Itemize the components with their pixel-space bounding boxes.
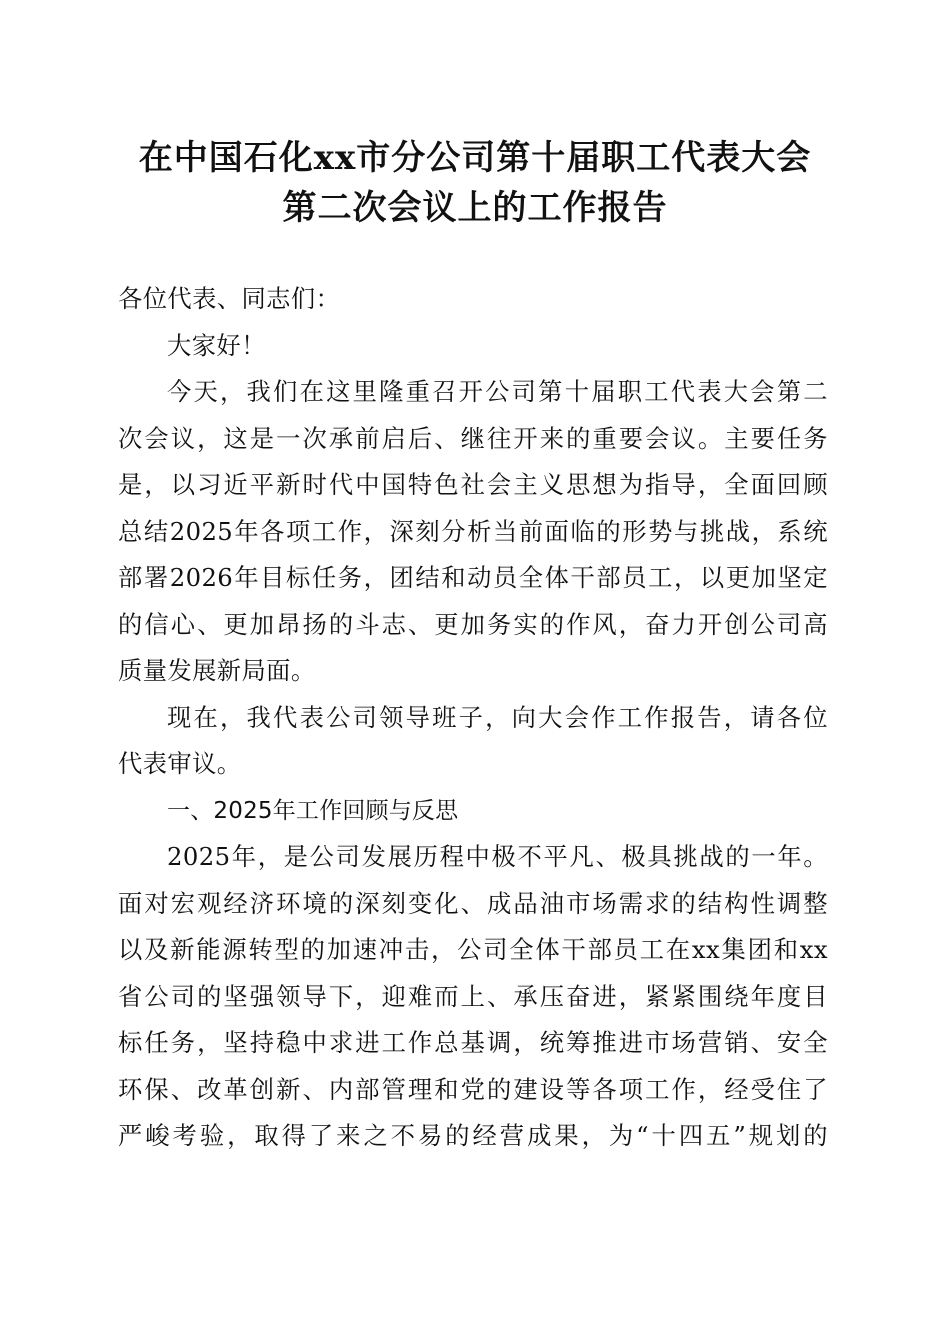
paragraph-2-line: 代表审议。 — [118, 749, 242, 778]
document-title-line-1: 在中国石化xx市分公司第十届职工代表大会 — [138, 138, 812, 178]
paragraph-1-line: 总结2025年各项工作，深刻分析当前面临的形势与挑战，系统 — [118, 516, 828, 546]
paragraph-1-line: 质量发展新局面。 — [118, 656, 316, 685]
document-title-line-2: 第二次会议上的工作报告 — [282, 188, 668, 228]
paragraph-3-line: 以及新能源转型的加速冲击，公司全体干部员工在xx集团和xx — [118, 935, 828, 964]
paragraph-2 — [118, 695, 828, 788]
salutation-text: 各位代表、同志们： — [118, 284, 341, 313]
paragraph-3-line: 2025年，是公司发展历程中极不平凡、极具挑战的一年。 — [167, 842, 828, 871]
paragraph-1-line: 次会议，这是一次承前启后、继往开来的重要会议。主要任务 — [118, 423, 828, 453]
paragraph-3-line: 标任务，坚持稳中求进工作总基调，统筹推进市场营销、安全 — [118, 1028, 828, 1057]
document-body — [118, 276, 828, 1160]
paragraph-2-line: 现在，我代表公司领导班子，向大会作工作报告，请各位 — [167, 702, 828, 732]
paragraph-1-line: 是，以习近平新时代中国特色社会主义思想为指导，全面回顾 — [118, 470, 828, 499]
paragraph-3-line: 严峻考验，取得了来之不易的经营成果，为“十四五”规划的 — [118, 1121, 828, 1150]
paragraph-3-line: 省公司的坚强领导下，迎难而上、承压奋进，紧紧围绕年度目 — [118, 981, 828, 1011]
paragraph-3-line: 环保、改革创新、内部管理和党的建设等各项工作，经受住了 — [118, 1074, 828, 1104]
paragraph-3 — [118, 834, 828, 1160]
paragraph-1-line: 部署2026年目标任务，团结和动员全体干部员工，以更加坚定 — [118, 563, 828, 592]
greeting-text: 大家好！ — [167, 330, 266, 360]
paragraph-1-line: 的信心、更加昂扬的斗志、更加务实的作风，奋力开创公司高 — [118, 609, 828, 639]
section-heading-1 — [118, 788, 828, 835]
paragraph-1 — [118, 369, 828, 695]
paragraph-1-line: 今天，我们在这里隆重召开公司第十届职工代表大会第二 — [167, 377, 828, 406]
salutation — [118, 276, 828, 323]
paragraph-3-line: 面对宏观经济环境的深刻变化、成品油市场需求的结构性调整 — [118, 888, 828, 918]
section-heading-1-text: 一、2025年工作回顾与反思 — [167, 797, 459, 824]
greeting — [118, 323, 828, 370]
